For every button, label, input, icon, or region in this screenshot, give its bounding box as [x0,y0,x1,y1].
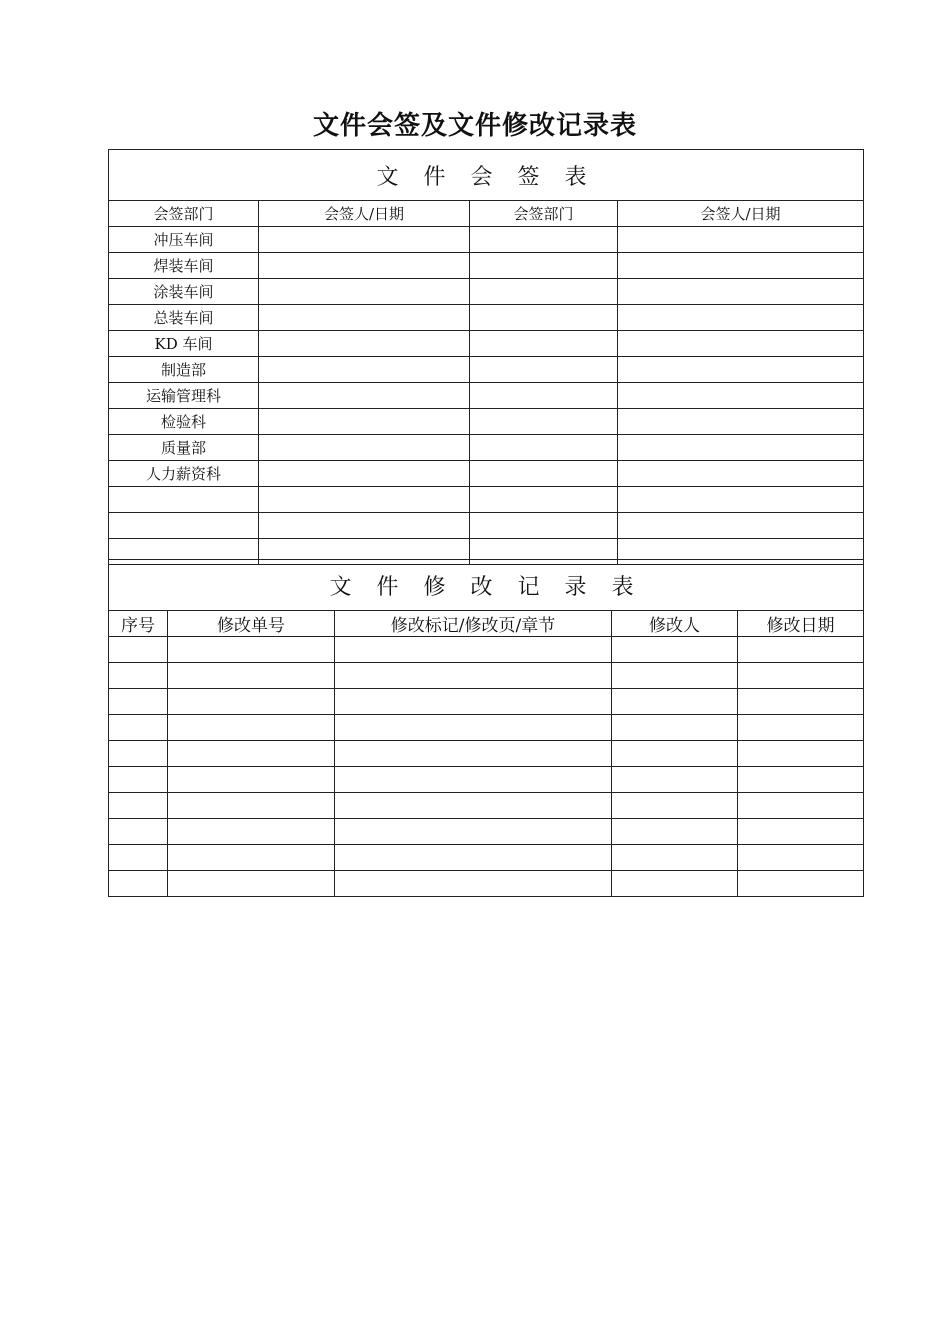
change-order-no-cell[interactable] [168,741,335,767]
signer-date-cell-2[interactable] [618,461,864,487]
countersign-row [109,331,864,357]
header-dept-2: 会签部门 [470,201,618,227]
dept-cell-2[interactable] [470,357,618,383]
signer-date-cell-2[interactable] [618,487,864,513]
dept-cell-2[interactable] [470,435,618,461]
dept-cell-2[interactable] [470,331,618,357]
change-date-cell[interactable] [738,637,864,663]
serial-no-cell[interactable] [109,663,168,689]
revision-row [109,741,864,767]
signer-date-cell-2[interactable] [618,409,864,435]
header-change-order-no: 修改单号 [168,611,335,637]
dept-cell: 冲压车间 [109,227,259,253]
modifier-cell[interactable] [612,741,738,767]
change-mark-cell[interactable] [335,663,612,689]
serial-no-cell[interactable] [109,741,168,767]
revision-row [109,819,864,845]
signer-date-cell[interactable] [259,305,470,331]
change-order-no-cell[interactable] [168,819,335,845]
countersign-row [109,279,864,305]
header-serial-no: 序号 [109,611,168,637]
change-date-cell[interactable] [738,767,864,793]
serial-no-cell[interactable] [109,689,168,715]
serial-no-cell[interactable] [109,819,168,845]
countersign-row [109,227,864,253]
serial-no-cell[interactable] [109,767,168,793]
change-mark-cell[interactable] [335,793,612,819]
revision-section-title: 文 件 修 改 记 录 表 [109,560,864,611]
revision-row [109,715,864,741]
signer-date-cell-2[interactable] [618,227,864,253]
countersign-row [109,253,864,279]
serial-no-cell[interactable] [109,637,168,663]
dept-cell: 质量部 [109,435,259,461]
change-order-no-cell[interactable] [168,715,335,741]
dept-cell-2[interactable] [470,279,618,305]
countersign-row [109,383,864,409]
modifier-cell[interactable] [612,715,738,741]
modifier-cell[interactable] [612,871,738,897]
countersign-section-title: 文 件 会 签 表 [109,150,864,201]
change-date-cell[interactable] [738,715,864,741]
signer-date-cell-2[interactable] [618,383,864,409]
change-date-cell[interactable] [738,663,864,689]
dept-cell [109,487,259,513]
modifier-cell[interactable] [612,845,738,871]
signer-date-cell-2[interactable] [618,435,864,461]
serial-no-cell[interactable] [109,793,168,819]
document-title: 文件会签及文件修改记录表 [312,111,637,141]
dept-cell-2[interactable] [470,513,618,539]
change-mark-cell[interactable] [335,637,612,663]
modifier-cell[interactable] [612,767,738,793]
revision-header-row [109,611,864,637]
dept-cell-2[interactable] [470,253,618,279]
dept-cell-2[interactable] [470,409,618,435]
header-modifier: 修改人 [612,611,738,637]
change-mark-cell[interactable] [335,715,612,741]
change-order-no-cell[interactable] [168,793,335,819]
signer-date-cell[interactable] [259,279,470,305]
signer-date-cell[interactable] [259,331,470,357]
signer-date-cell-2[interactable] [618,331,864,357]
change-mark-cell[interactable] [335,767,612,793]
modifier-cell[interactable] [612,689,738,715]
signer-date-cell-2[interactable] [618,253,864,279]
revision-row [109,663,864,689]
dept-cell: 运输管理科 [109,383,259,409]
change-order-no-cell[interactable] [168,871,335,897]
signer-date-cell-2[interactable] [618,279,864,305]
dept-cell: 总装车间 [109,305,259,331]
signer-date-cell[interactable] [259,253,470,279]
header-signer-date-2: 会签人/日期 [618,201,864,227]
header-signer-date-1: 会签人/日期 [259,201,470,227]
countersign-row [109,513,864,539]
change-order-no-cell[interactable] [168,689,335,715]
header-change-date: 修改日期 [738,611,864,637]
dept-cell: 制造部 [109,357,259,383]
dept-cell: 涂装车间 [109,279,259,305]
change-mark-cell[interactable] [335,845,612,871]
countersign-row [109,461,864,487]
serial-no-cell[interactable] [109,871,168,897]
dept-cell-2[interactable] [470,487,618,513]
signer-date-cell[interactable] [259,487,470,513]
signer-date-cell[interactable] [259,383,470,409]
signer-date-cell[interactable] [259,409,470,435]
change-mark-cell[interactable] [335,871,612,897]
revision-row [109,793,864,819]
signer-date-cell[interactable] [259,357,470,383]
dept-cell-2[interactable] [470,227,618,253]
countersign-row [109,487,864,513]
dept-cell: 检验科 [109,409,259,435]
serial-no-cell[interactable] [109,845,168,871]
revision-row [109,689,864,715]
countersign-header-row [109,201,864,227]
change-date-cell[interactable] [738,871,864,897]
revision-row [109,637,864,663]
signer-date-cell[interactable] [259,461,470,487]
countersign-table [108,149,864,565]
signer-date-cell[interactable] [259,227,470,253]
revision-row [109,871,864,897]
header-dept-1: 会签部门 [109,201,259,227]
countersign-row [109,357,864,383]
signer-date-cell-2[interactable] [618,357,864,383]
countersign-row [109,305,864,331]
revision-row [109,845,864,871]
change-order-no-cell[interactable] [168,637,335,663]
change-mark-cell[interactable] [335,689,612,715]
change-date-cell[interactable] [738,819,864,845]
countersign-row [109,409,864,435]
dept-cell: 人力薪资科 [109,461,259,487]
revision-record-table [108,559,864,897]
modifier-cell[interactable] [612,637,738,663]
change-date-cell[interactable] [738,689,864,715]
signer-date-cell-2[interactable] [618,513,864,539]
header-change-mark-page-section: 修改标记/修改页/章节 [335,611,612,637]
dept-cell-2[interactable] [470,305,618,331]
change-order-no-cell[interactable] [168,663,335,689]
dept-cell: KD 车间 [109,331,259,357]
signer-date-cell-2[interactable] [618,305,864,331]
modifier-cell[interactable] [612,819,738,845]
dept-cell-2[interactable] [470,383,618,409]
dept-cell: 焊装车间 [109,253,259,279]
dept-cell [109,513,259,539]
change-mark-cell[interactable] [335,819,612,845]
change-date-cell[interactable] [738,741,864,767]
change-date-cell[interactable] [738,845,864,871]
change-mark-cell[interactable] [335,741,612,767]
change-date-cell[interactable] [738,793,864,819]
serial-no-cell[interactable] [109,715,168,741]
dept-cell-2[interactable] [470,461,618,487]
change-order-no-cell[interactable] [168,767,335,793]
change-order-no-cell[interactable] [168,845,335,871]
signer-date-cell[interactable] [259,435,470,461]
countersign-row [109,435,864,461]
modifier-cell[interactable] [612,793,738,819]
revision-row [109,767,864,793]
signer-date-cell[interactable] [259,513,470,539]
modifier-cell[interactable] [612,663,738,689]
